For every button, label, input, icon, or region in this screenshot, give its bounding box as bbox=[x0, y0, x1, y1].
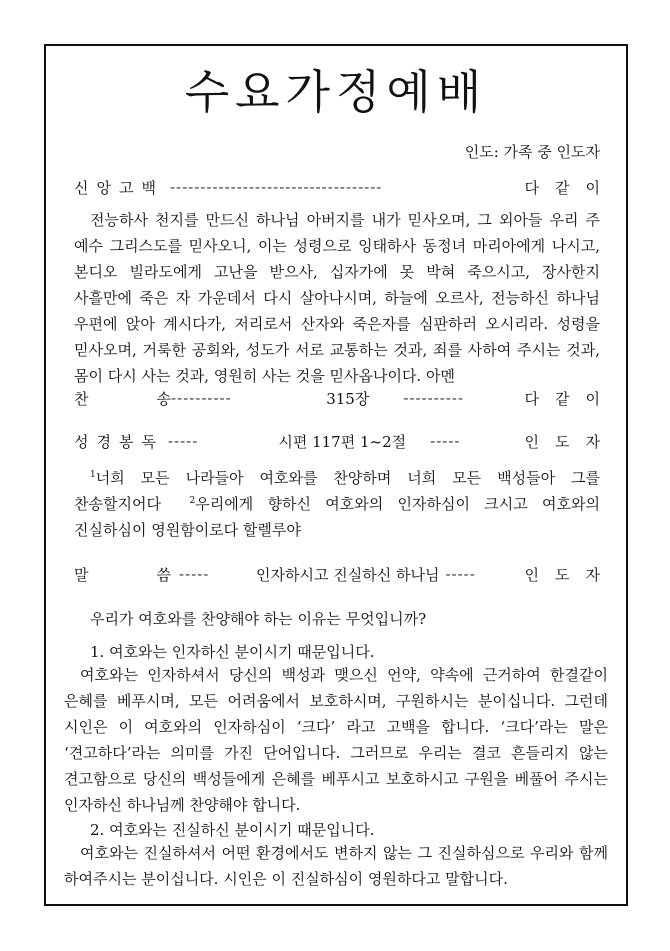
sermon-who: 인도자 bbox=[524, 565, 616, 584]
hymn-label-left: 찬 bbox=[74, 389, 89, 408]
sermon-question bbox=[90, 606, 600, 632]
point-heading-text: 2. 여호와는 진실하신 분이시기 때문입니다. bbox=[90, 821, 375, 839]
reading-dashes-left: ----- bbox=[167, 432, 199, 450]
point-body-text: 여호와는 진실하셔서 어떤 환경에서도 변하지 않는 그 진실하심으로 우리와 함께 하여주시는 분이십니다. 시인은 이 진실하심이 영원하다고 말합니다. bbox=[64, 844, 608, 888]
hymn-number: 315장 bbox=[326, 389, 370, 408]
hymn-label-right: 송 bbox=[156, 389, 171, 408]
verse-text: 우리에게 향하신 여호와의 인자하심이 크시고 여호와의 진실하심이 영원함이로다 할렐루야 bbox=[74, 495, 600, 539]
creed-label: 신앙고백 bbox=[74, 178, 164, 197]
verse-number: 2 bbox=[189, 496, 196, 506]
worship-order-document bbox=[44, 44, 628, 906]
point-1-body bbox=[64, 662, 608, 818]
reading-dashes-right: ----- bbox=[430, 432, 461, 450]
leader-info: 인도: 가족 중 인도자 bbox=[464, 143, 600, 161]
question-text: 우리가 여호와를 찬양해야 하는 이유는 무엇입니까? bbox=[90, 610, 427, 628]
sermon-title: 인자하시고 진실하신 하나님 bbox=[256, 565, 440, 584]
hymn-dashes-left: ---------- bbox=[171, 389, 232, 407]
creed-text bbox=[74, 207, 600, 389]
creed-who: 다같이 bbox=[524, 178, 616, 197]
reading-label: 성경봉독 bbox=[74, 432, 164, 451]
order-row-hymn bbox=[74, 387, 617, 409]
sermon-label-right: 씀 bbox=[156, 565, 171, 584]
verse-text: 너희 모든 나라들아 여호와를 찬양하며 너희 모든 백성들아 그를 찬송할지어다 bbox=[74, 469, 600, 513]
scripture-paragraph bbox=[74, 465, 600, 543]
creed-paragraph: 전능하사 천지를 만드신 하나님 아버지를 내가 믿사오며, 그 외아들 우리 주 예수 그리스도를 믿사오니, 이는 성령으로 잉태하사 동정녀 마리아에게 나시고, 본디오 빌라도에게 고난을 받으사, 십자가에 못 박혀 죽으시고, 장사한지 사흘만에 죽은 자 가운데서 다시 살아나시며, 하늘에 오르사, 전능하신 하나님 우편에 앉아 계시다가, 저리로서 산자와 죽은자를 심판하러 오시리라. 성령을 믿사오며, 거룩한 공회와, 성도가 서로 교통하는 것과, 죄를 사하여 주시는 것과, 몸이 다시 사는 것과, 영원히 사는 것을 믿사옵나이다. 아멘 bbox=[74, 211, 600, 385]
point-heading-text: 1. 여호와는 인자하신 분이시기 때문입니다. bbox=[90, 643, 375, 661]
order-row-reading bbox=[74, 430, 616, 452]
point-body-text: 여호와는 인자하셔서 당신의 백성과 맺으신 언약, 약속에 근거하여 한결같이 은혜를 베푸시며, 모든 어려움에서 보호하시며, 구원하시는 분이십니다. 그런데 시인은 이 여호와의 인자하심이 ‘크다’ 라고 고백을 합니다. ‘크다’라는 말은 ‘견고하다’라는 의미를 가진 단어입니다. 그러므로 우리는 결코 흔들리지 않는 견고함으로 당신의 백성들에게 은혜를 베푸시고 보호하시고 구원을 베풀어 주시는 인자하신 하나님께 찬양해야 합니다. bbox=[64, 666, 608, 814]
reading-who: 인도자 bbox=[524, 432, 616, 451]
sermon-label-left: 말 bbox=[74, 565, 89, 584]
order-row-creed bbox=[74, 176, 616, 198]
creed-dashes: ----------------------------------- bbox=[169, 178, 383, 196]
sermon-dashes-right: ----- bbox=[445, 565, 476, 583]
verse-number: 1 bbox=[90, 470, 96, 480]
reading-reference: 시편 117편 1~2절 bbox=[278, 432, 407, 451]
sermon-dashes-left: ----- bbox=[179, 565, 210, 583]
hymn-who: 다같이 bbox=[524, 389, 617, 408]
point-2-body bbox=[64, 840, 608, 892]
order-row-sermon bbox=[74, 563, 616, 585]
page-title: 수요가정예배 bbox=[184, 65, 488, 119]
scripture-text bbox=[74, 465, 600, 543]
hymn-dashes-right: ---------- bbox=[403, 389, 465, 407]
